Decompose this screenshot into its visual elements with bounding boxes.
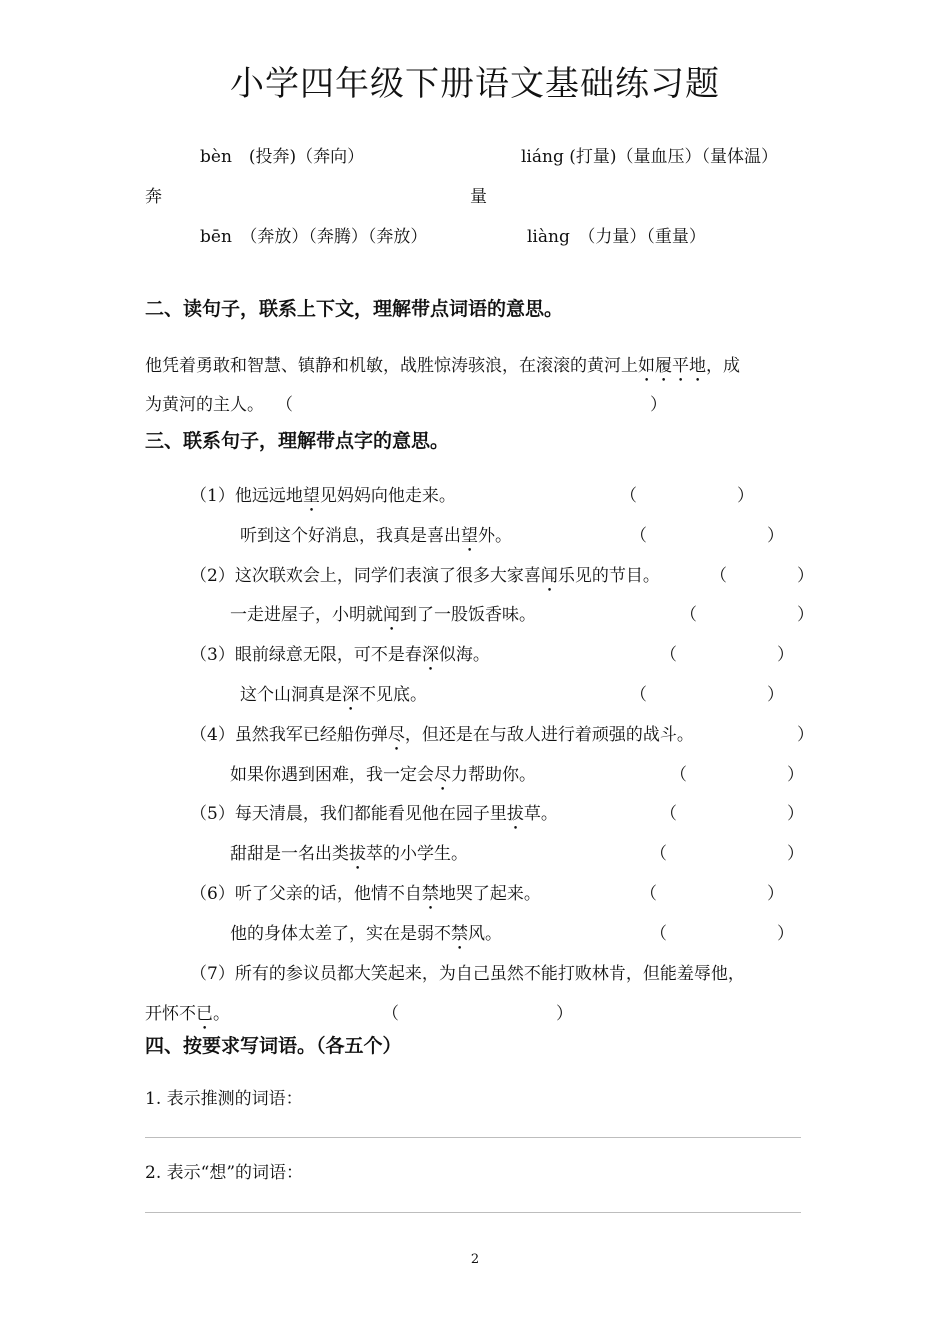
answer-line (145, 1212, 801, 1213)
section-2-sentence (145, 351, 740, 386)
answer-paren-open: （ (660, 804, 677, 824)
answer-paren-close: ） (787, 804, 804, 824)
section-4-heading: 四、按要求写词语。（各五个） (145, 1035, 402, 1057)
liang-char: 量 (470, 187, 487, 207)
ben-char: 奔 (145, 187, 162, 207)
dotted-word: 如履平地 (638, 356, 706, 376)
page-title: 小学四年级下册语文基础练习题 (230, 64, 720, 104)
answer-paren-close: ） (767, 526, 784, 546)
question-item: 听到这个好消息，我真是喜出望外。 (240, 526, 512, 546)
answer-paren-close: ） (767, 884, 784, 904)
sentence-post: ，成 (706, 356, 740, 376)
question-item: （7）所有的参议员都大笑起来，为自己虽然不能打败林肯，但能羞辱他， (190, 964, 745, 984)
question-item: 开怀不已。 (145, 1004, 230, 1024)
answer-paren-close: ） (650, 395, 667, 415)
answer-paren-close: ） (737, 486, 754, 506)
answer-paren-close: ） (556, 1004, 573, 1024)
question-item: （4）虽然我军已经船伤弹尽，但还是在与敌人进行着顽强的战斗。 (190, 725, 694, 745)
answer-paren-open: （ (640, 884, 657, 904)
answer-paren-open: （ (276, 395, 293, 415)
answer-paren-close: ） (797, 566, 814, 586)
answer-paren-close: ） (777, 924, 794, 944)
answer-paren-open: （ (650, 924, 667, 944)
section-4-q2: 2. 表示“想”的词语： (145, 1163, 304, 1183)
section-2-line2: 为黄河的主人。 (145, 395, 264, 415)
question-item: （3）眼前绿意无限，可不是春深似海。 (190, 645, 490, 665)
answer-paren-open: （ (710, 566, 727, 586)
page-number: 2 (470, 1252, 480, 1267)
question-item: （1）他远远地望见妈妈向他走来。 (190, 486, 456, 506)
answer-paren-open: （ (650, 844, 667, 864)
question-item: 这个山洞真是深不见底。 (240, 685, 427, 705)
answer-paren-close: ） (767, 685, 784, 705)
question-item: 他的身体太差了，实在是弱不禁风。 (230, 924, 502, 944)
section-2-heading: 二、读句子，联系上下文，理解带点词语的意思。 (145, 298, 564, 320)
ben-pinyin-top: bèn (投奔)（奔向） (200, 147, 365, 167)
answer-paren-open: （ (620, 486, 637, 506)
answer-paren-open: （ (660, 645, 677, 665)
question-item: 一走进屋子，小明就闻到了一股饭香味。 (230, 605, 536, 625)
answer-paren-close: ） (777, 645, 794, 665)
answer-paren-close: ） (797, 605, 814, 625)
liang-pinyin-bottom: liàng （力量）（重量） (527, 227, 706, 247)
answer-paren-open: （ (382, 1004, 399, 1024)
question-item: （5）每天清晨，我们都能看见他在园子里拔草。 (190, 804, 558, 824)
question-item: 甜甜是一名出类拔萃的小学生。 (230, 844, 468, 864)
question-item: （6）听了父亲的话，他情不自禁地哭了起来。 (190, 884, 541, 904)
answer-paren-close: ） (787, 844, 804, 864)
question-item: 如果你遇到困难，我一定会尽力帮助你。 (230, 765, 536, 785)
sentence-pre: 他凭着勇敢和智慧、镇静和机敏，战胜惊涛骇浪，在滚滚的黄河上 (145, 356, 638, 376)
answer-paren-open: （ (680, 605, 697, 625)
answer-paren-open: （ (670, 765, 687, 785)
question-item: （2）这次联欢会上，同学们表演了很多大家喜闻乐见的节目。 (190, 566, 660, 586)
answer-paren-open: （ (630, 526, 647, 546)
section-4-q1: 1. 表示推测的词语： (145, 1089, 303, 1109)
answer-paren-close: ） (787, 765, 804, 785)
answer-paren-close: ） (797, 725, 814, 745)
liang-pinyin-top: liáng (打量)（量血压）（量体温） (521, 147, 779, 167)
ben-pinyin-bottom: bēn （奔放）（奔腾）（奔放） (200, 227, 428, 247)
answer-paren-open: （ (630, 685, 647, 705)
section-3-heading: 三、联系句子，理解带点字的意思。 (145, 430, 450, 452)
answer-line (145, 1137, 801, 1138)
